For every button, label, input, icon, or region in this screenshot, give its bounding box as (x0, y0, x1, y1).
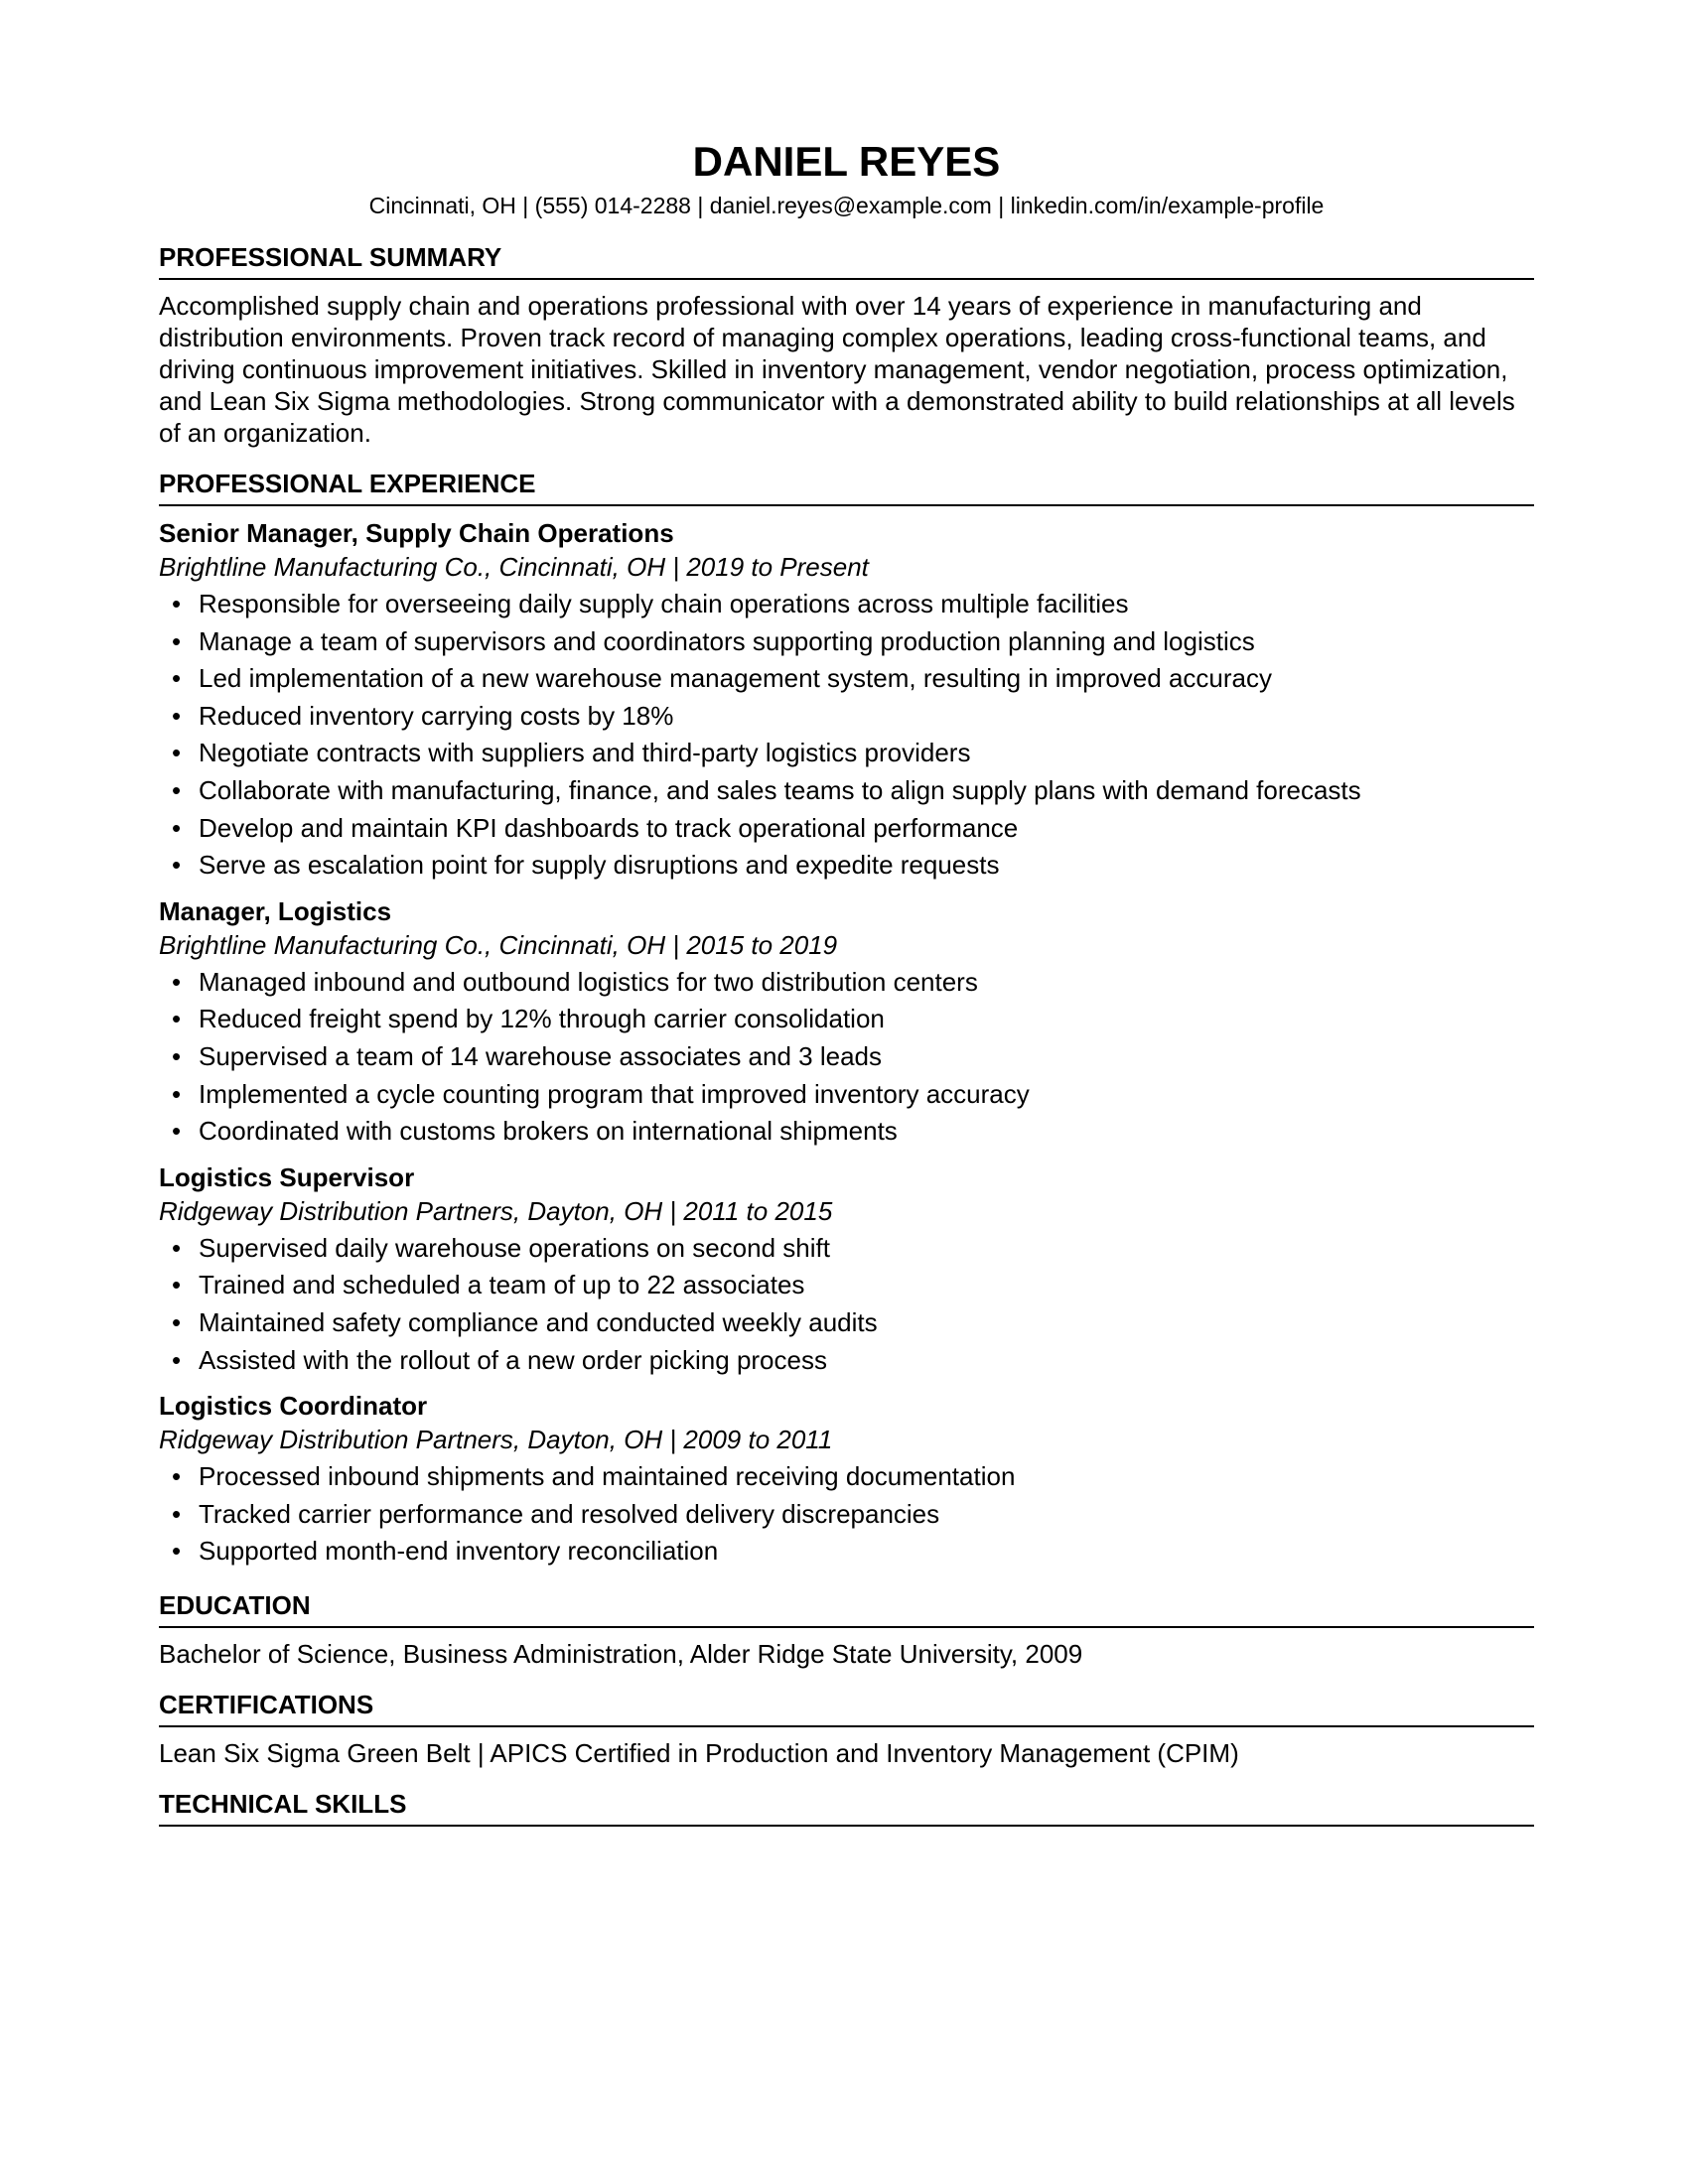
job-bullet: • Tracked carrier performance and resolved delivery discrepancies (159, 1496, 1534, 1534)
summary-section (159, 240, 1534, 449)
certifications-text: Lean Six Sigma Green Belt | APICS Certified in Production and Inventory Management (CPIM) (159, 1737, 1239, 1768)
job-entry (159, 516, 1534, 885)
job-title: Logistics Supervisor (159, 1161, 415, 1192)
job-bullet: • Reduced inventory carrying costs by 18% (159, 698, 1534, 736)
job-company-dates: Ridgeway Distribution Partners, Dayton, OH | 2009 to 2011 (159, 1425, 833, 1455)
job-company-dates: Brightline Manufacturing Co., Cincinnati, OH | 2015 to 2019 (159, 929, 838, 960)
job-bullet: • Reduced freight spend by 12% through carrier consolidation (159, 1001, 1534, 1038)
education-heading: EDUCATION (159, 1588, 1534, 1628)
job-title: Manager, Logistics (159, 895, 392, 926)
candidate-name: DANIEL REYES (692, 138, 1001, 185)
experience-heading: PROFESSIONAL EXPERIENCE (159, 467, 1534, 506)
job-bullet: • Responsible for overseeing daily supply chain operations across multiple facilities (159, 586, 1534, 623)
job-list (159, 516, 1534, 1570)
job-bullet: • Collaborate with manufacturing, finance, and sales teams to align supply plans with demand forecasts (159, 772, 1534, 810)
job-bullet-list (159, 964, 1534, 1151)
job-bullet: • Processed inbound shipments and maintained receiving documentation (159, 1458, 1534, 1496)
job-bullet: • Negotiate contracts with suppliers and third-party logistics providers (159, 735, 1534, 772)
job-bullet: • Develop and maintain KPI dashboards to track operational performance (159, 810, 1534, 848)
job-entry (159, 1389, 1534, 1570)
summary-text: Accomplished supply chain and operations professional with over 14 years of experience in manufacturing and distribution environments. Proven track record of managing complex operations, leading cross-functional teams, and driving continuous improvement initiatives. Skilled in inventory management, vendor negotiation, process optimization, and Lean Six Sigma methodologies. Strong communicator with a demonstrated ability to build relationships at all levels of an organization. (159, 291, 1515, 448)
job-bullet: • Manage a team of supervisors and coordinators supporting production planning and logistics (159, 623, 1534, 661)
job-entry (159, 894, 1534, 1151)
skills-section (159, 1787, 1534, 1827)
job-bullet-list (159, 1458, 1534, 1570)
job-company-dates: Ridgeway Distribution Partners, Dayton, OH | 2011 to 2015 (159, 1195, 833, 1226)
job-bullet: • Maintained safety compliance and conducted weekly audits (159, 1304, 1534, 1342)
job-bullet: • Led implementation of a new warehouse management system, resulting in improved accuracy (159, 660, 1534, 698)
job-bullet: • Supervised a team of 14 warehouse associates and 3 leads (159, 1038, 1534, 1076)
job-bullet: • Trained and scheduled a team of up to 22 associates (159, 1267, 1534, 1304)
job-title: Logistics Coordinator (159, 1391, 428, 1422)
skills-heading: TECHNICAL SKILLS (159, 1787, 1534, 1827)
education-text: Bachelor of Science, Business Administration, Alder Ridge State University, 2009 (159, 1638, 1083, 1669)
job-bullet: • Managed inbound and outbound logistics for two distribution centers (159, 964, 1534, 1002)
job-bullet: • Supported month-end inventory reconciliation (159, 1533, 1534, 1570)
job-company-dates: Brightline Manufacturing Co., Cincinnati, OH | 2019 to Present (159, 552, 869, 582)
education-section (159, 1588, 1534, 1670)
job-bullet-list (159, 586, 1534, 885)
job-bullet: • Serve as escalation point for supply disruptions and expedite requests (159, 847, 1534, 885)
resume-header (159, 137, 1534, 220)
contact-line: Cincinnati, OH | (555) 014-2288 | daniel.reyes@example.com | linkedin.com/in/example-profile (368, 193, 1325, 218)
certifications-section (159, 1688, 1534, 1769)
certifications-heading: CERTIFICATIONS (159, 1688, 1534, 1727)
job-bullet: • Supervised daily warehouse operations on second shift (159, 1230, 1534, 1268)
job-bullet-list (159, 1230, 1534, 1379)
job-bullet: • Coordinated with customs brokers on international shipments (159, 1113, 1534, 1151)
experience-section (159, 467, 1534, 1570)
job-bullet: • Implemented a cycle counting program that improved inventory accuracy (159, 1076, 1534, 1114)
job-bullet: • Assisted with the rollout of a new order picking process (159, 1342, 1534, 1380)
summary-heading: PROFESSIONAL SUMMARY (159, 240, 1534, 280)
job-entry (159, 1160, 1534, 1379)
job-title: Senior Manager, Supply Chain Operations (159, 518, 674, 548)
